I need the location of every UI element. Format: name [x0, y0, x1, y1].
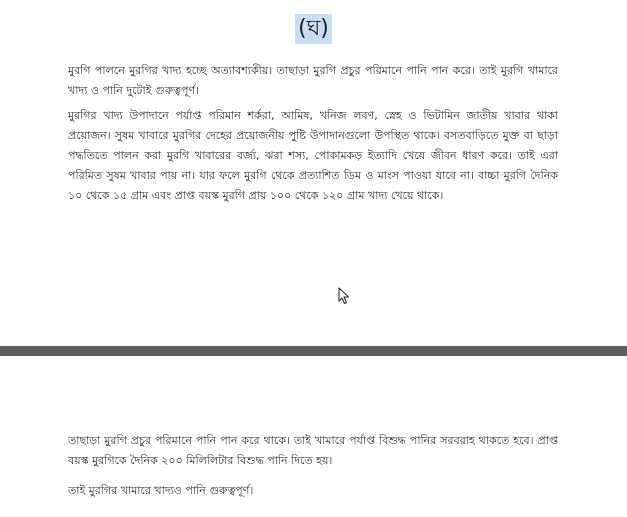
paragraph-1[interactable]: মুরগি পালনে মুরগির খাদ্য হচ্ছে অত্যাবশ্যকীয়। তাছাড়া মুরগি প্রচুর পরিমানে পানি পান করে। তাই মুরগি খামারে খাদ্য ও পানি দুটোই গুরুত্বপূর্ণ। — [68, 64, 558, 97]
page-break-separator — [0, 346, 627, 356]
paragraph-3[interactable]: তাছাড়া মুরগি প্রচুর পরিমানে পানি পান করে থাকে। তাই খামারে পর্যাপ্ত বিশুদ্ধ পানির সরবরাহ থাকতে হবে। প্রাপ্ত বয়স্ক মুরগিকে দৈনিক ২০০ মিলিলিটার বিশুদ্ধ পানি দিতে হয়। — [68, 434, 558, 467]
paragraph-2[interactable]: মুরগির খাদ্য উপাদানে পর্যাপ্ত পরিমান শর্করা, আমিষ, খনিজ লবণ, স্নেহ ও ভিটামিন জাতীয় খাবার থাকা প্রয়োজন। সুষম খাবারে মুরগির দেহের প্রয়োজনীয় পুষ্টি উপাদানগুলো উপস্থিত থাকে। বসতবাড়িতে মুক্ত বা ছাড়া পদ্ধতিতে পালন করা মুরগি খাবারের বর্জ্য, ঝরা শস্য, পোকামকড় ইত্যাদি খেয়ে জীবন ধারণ করে। তাই এরা পরিমিত সুষম খাবার পায় না। যার ফলে মুরগি থেকে প্রত্যাশিত ডিম ও মাংস পাওয়া যাবে না। বাচ্চা মুরগি দৈনিক ১০ থেকে ১৫ গ্রাম এবং প্রাপ্ত বয়স্ক মুরগি প্রায় ১০০ থেকে ১২০ গ্রাম খাদ্য খেয়ে থাকে। — [68, 109, 558, 202]
heading-text-selected[interactable]: (ঘ) — [295, 14, 332, 44]
heading — [0, 14, 627, 44]
paragraph-4[interactable]: তাই মুরগির খামারে খাদ্যও পানি গুরুত্বপূর্ণ। — [68, 484, 254, 497]
mouse-pointer-icon — [338, 287, 350, 305]
